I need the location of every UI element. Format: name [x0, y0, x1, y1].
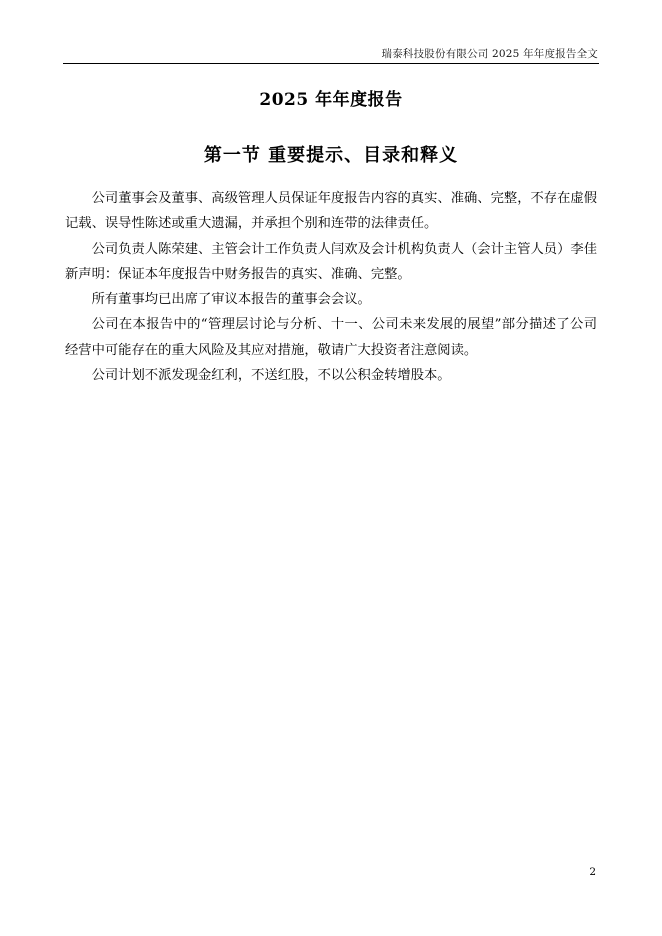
paragraph-responsible-persons-statement: 公司负责人陈荣建、主管会计工作负责人闫欢及会计机构负责人（会计主管人员）李佳新声明：保证本年度报告中财务报告的真实、准确、完整。	[65, 241, 597, 282]
page-number: 2	[589, 866, 596, 878]
paragraph-dividend-plan: 公司计划不派发现金红利，不送红股，不以公积金转增股本。	[91, 368, 451, 384]
paragraph-board-guarantee: 公司董事会及董事、高级管理人员保证年度报告内容的真实、准确、完整，不存在虚假记载、误导性陈述或重大遗漏，并承担个别和连带的法律责任。	[65, 191, 597, 232]
running-header: 瑞泰科技股份有限公司 2025 年年度报告全文	[381, 48, 598, 60]
paragraph-risk-notice: 公司在本报告中的“管理层讨论与分析、十一、公司未来发展的展望”部分描述了公司经营中可能存在的重大风险及其应对措施，敬请广大投资者注意阅读。	[65, 317, 597, 358]
important-notice-body	[65, 186, 597, 388]
report-title: 2025 年年度报告	[259, 90, 403, 110]
section-title: 第一节 重要提示、目录和释义	[203, 145, 459, 166]
paragraph-directors-attendance: 所有董事均已出席了审议本报告的董事会会议。	[91, 292, 371, 308]
header-divider	[63, 63, 599, 64]
